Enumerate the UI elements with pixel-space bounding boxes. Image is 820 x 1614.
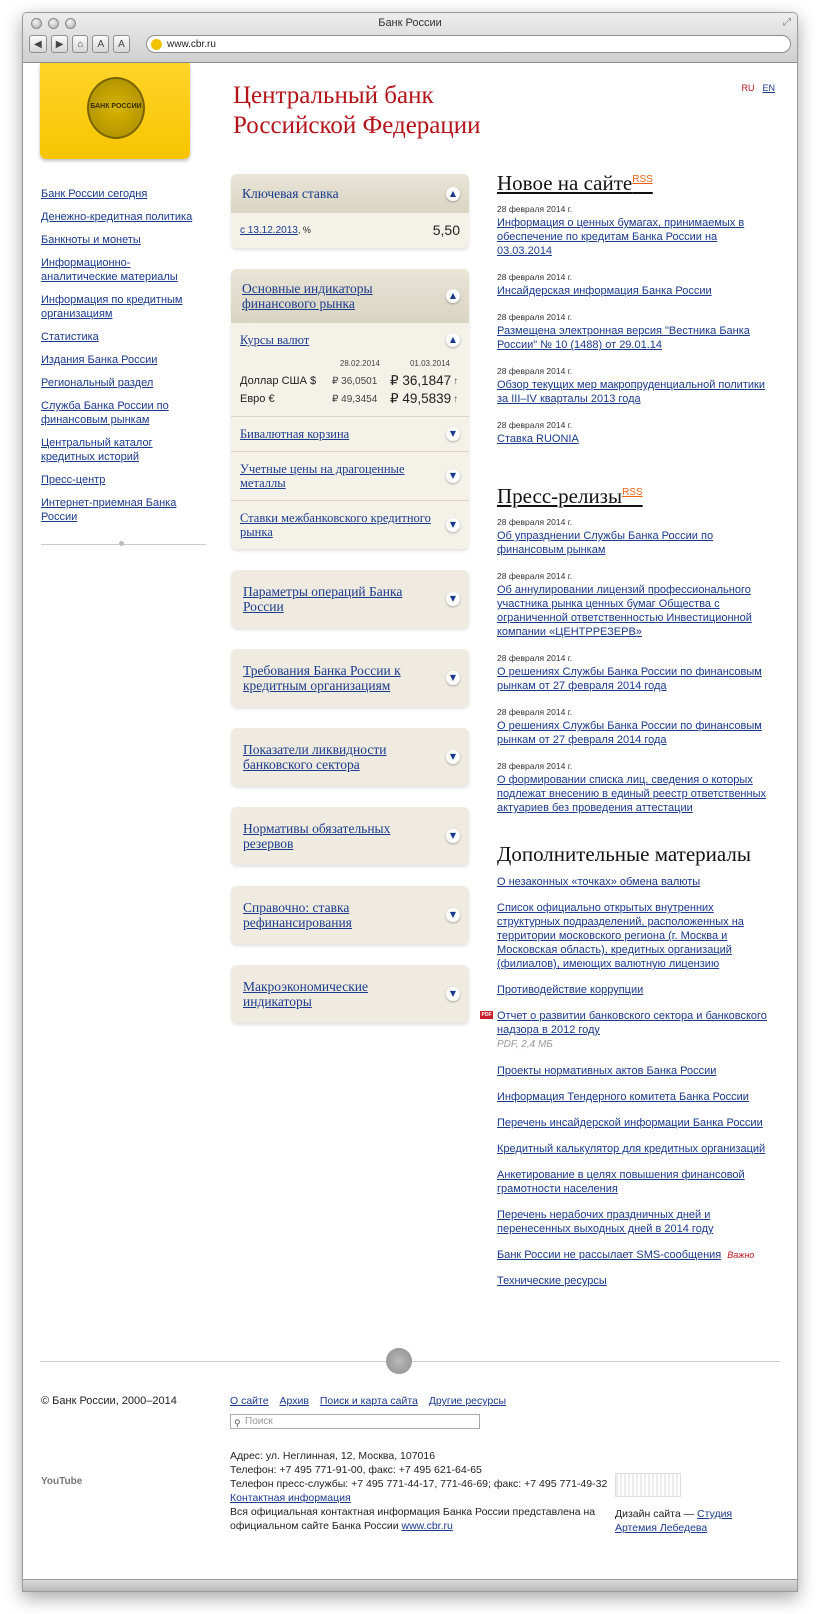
news-item: 28 февраля 2014 г. Обзор текущих мер макропруденциальной политики за III–IV кварталы 2013 года	[497, 366, 767, 406]
news-link[interactable]: Обзор текущих мер макропруденциальной политики за III–IV кварталы 2013 года	[497, 379, 765, 405]
search-input[interactable]	[230, 1414, 480, 1429]
indicators-column	[231, 174, 469, 1044]
fx-rates-table	[231, 357, 469, 416]
press-item: 28 февраля 2014 г. Об аннулировании лицензий профессионального участника рынка ценных бумаг Общества с ограниченной ответственностью Инвестиционной компании «ЦЕНТРРЕЗЕРВ»	[497, 571, 767, 639]
nav-financial-markets[interactable]: Служба Банка России по финансовым рынкам	[41, 400, 169, 426]
nav-regional[interactable]: Региональный раздел	[41, 377, 154, 389]
interbank-rates[interactable]: Ставки межбанковского кредитного рынка ▼	[231, 500, 469, 549]
chevron-down-icon[interactable]: ▼	[446, 469, 460, 483]
fullscreen-icon[interactable]: ⤢	[783, 17, 791, 28]
key-rate-header[interactable]	[231, 174, 469, 213]
chevron-down-icon[interactable]: ▼	[446, 518, 460, 532]
window-title: Банк России	[378, 17, 442, 29]
footer-links	[230, 1395, 514, 1407]
toolbar	[29, 35, 130, 53]
footer-link-about[interactable]: О сайте	[230, 1395, 269, 1407]
search-placeholder: Поиск	[245, 1416, 273, 1427]
news-link[interactable]: Информация о ценных бумагах, принимаемых в обеспечение по кредитам Банка России на 03.03.2014	[497, 217, 745, 257]
collapsed-card[interactable]: Макроэкономические индикаторы ▼	[231, 965, 469, 1023]
back-button[interactable]: ◀	[29, 35, 47, 53]
chevron-up-icon[interactable]: ▲	[446, 187, 460, 201]
title-bar	[23, 13, 797, 63]
forward-button[interactable]: ▶	[51, 35, 69, 53]
youtube-icon[interactable]: YouTube	[41, 1476, 83, 1487]
fx-currency: Доллар США $	[240, 375, 317, 387]
extra-link[interactable]: Кредитный калькулятор для кредитных организаций	[497, 1143, 766, 1155]
design-credit: Дизайн сайта — Студия Артемия Лебедева	[615, 1473, 775, 1535]
nav-monetary-policy[interactable]: Денежно-кредитная политика	[41, 211, 193, 223]
collapsed-card[interactable]: Показатели ликвидности банковского сектора ▼	[231, 728, 469, 786]
copyright: © Банк России, 2000–2014	[41, 1395, 177, 1407]
eagle-icon	[386, 1348, 412, 1374]
news-link[interactable]: Ставка RUONIA	[497, 433, 579, 445]
nav-press-center[interactable]: Пресс-центр	[41, 474, 106, 486]
chevron-down-icon[interactable]: ▼	[446, 750, 460, 764]
url-text: www.cbr.ru	[167, 38, 216, 50]
tech-resources-link[interactable]: Технические ресурсы	[497, 1275, 607, 1287]
studio-logo-icon	[615, 1473, 681, 1497]
press-link[interactable]: О решениях Службы Банка России по финансовым рынкам от 27 февраля 2014 года	[497, 720, 762, 746]
language-switch	[741, 83, 775, 93]
official-site-link[interactable]: www.cbr.ru	[401, 1520, 453, 1532]
fx-curr-value: ₽ 36,1847	[390, 373, 452, 388]
key-rate-row	[231, 213, 469, 248]
address: Адрес: ул. Неглинная, 12, Москва, 107016	[230, 1450, 436, 1462]
rss-link[interactable]: RSS	[632, 174, 653, 185]
chevron-up-icon[interactable]: ▲	[446, 333, 460, 347]
nav-banknotes[interactable]: Банкноты и монеты	[41, 234, 141, 246]
page-content	[23, 63, 797, 1592]
arrow-up-icon: ↑	[453, 393, 459, 405]
pdf-meta: PDF, 2,4 МБ	[497, 1039, 553, 1050]
fx-prev-value: ₽ 36,0501	[332, 375, 378, 387]
press-phone: Телефон пресс-службы: +7 495 771-44-17, 771-46-69; факс: +7 495 771-49-32	[230, 1478, 608, 1490]
arrow-up-icon: ↑	[453, 375, 459, 387]
indicators-card	[231, 269, 469, 549]
press-link[interactable]: Об аннулировании лицензий профессионального участника рынка ценных бумаг Общества с ограниченной ответственностью Инвестиционной компании «ЦЕНТРРЕЗЕРВ»	[497, 584, 752, 638]
search-icon: ⚲	[234, 1418, 241, 1428]
news-link[interactable]: Инсайдерская информация Банка России	[497, 285, 712, 297]
site-title	[233, 81, 481, 141]
pdf-link[interactable]: Отчет о развитии банковского сектора и банковского надзора в 2012 году	[497, 1010, 767, 1036]
sms-item	[497, 1248, 767, 1262]
extra-link[interactable]: Перечень инсайдерской информации Банка России	[497, 1117, 763, 1129]
news-column	[481, 167, 767, 1300]
sms-link[interactable]: Банк России не рассылает SMS-сообщения	[497, 1249, 722, 1261]
text-smaller-button[interactable]: A	[92, 35, 109, 53]
press-item: 28 февраля 2014 г. О формировании списка лиц, сведения о которых подлежат внесению в единый реестр ответственных актуариев без проведения аттестации	[497, 761, 766, 814]
extra-link[interactable]: Анкетирование в целях повышения финансовой грамотности населения	[497, 1169, 745, 1195]
news-item: 28 февраля 2014 г. Размещена электронная версия "Вестника Банка России" № 10 (1488) от 29.01.14	[497, 312, 767, 352]
precious-metals[interactable]: Учетные цены на драгоценные металлы ▼	[231, 451, 469, 500]
news-item: 28 февраля 2014 г. Инсайдерская информация Банка России	[497, 272, 767, 298]
nav-publications[interactable]: Издания Банка России	[41, 354, 158, 366]
contact-link[interactable]: Контактная информация	[230, 1492, 351, 1504]
chevron-down-icon[interactable]: ▼	[446, 427, 460, 441]
dual-currency-basket[interactable]: Бивалютная корзина ▼	[231, 416, 469, 451]
nav-reception[interactable]: Интернет-приемная Банка России	[41, 497, 177, 523]
footer-link-sitemap[interactable]: Поиск и карта сайта	[319, 1395, 418, 1407]
news-item: 28 февраля 2014 г. Ставка RUONIA	[497, 420, 767, 446]
nav-analytics[interactable]: Информационно-аналитические материалы	[41, 257, 178, 283]
extra-heading: Дополнительные материалы	[497, 842, 751, 866]
collapsed-card[interactable]: Нормативы обязательных резервов ▼	[231, 807, 469, 865]
studio-link[interactable]: Студия Артемия Лебедева	[615, 1508, 733, 1534]
extra-link[interactable]: Информация Тендерного комитета Банка России	[497, 1091, 749, 1103]
extra-list	[481, 875, 767, 1288]
phone: Телефон: +7 495 771-91-00, факс: +7 495 621-64-65	[230, 1464, 482, 1476]
fx-date-curr: 01.03.2014	[409, 359, 450, 368]
official-info: Вся официальная контактная информация Банка России представлена на официальном сайте Банка России www.cbr.ru	[230, 1506, 596, 1532]
lang-en-link[interactable]: EN	[762, 83, 775, 93]
fx-row-eur	[240, 390, 460, 408]
press-item: 28 февраля 2014 г. О решениях Службы Банка России по финансовым рынкам от 27 февраля 2014 года	[497, 653, 767, 693]
chevron-up-icon[interactable]: ▲	[446, 289, 460, 303]
fx-curr-value: ₽ 49,5839	[390, 391, 452, 406]
important-badge: Важно	[727, 1250, 755, 1260]
bank-logo[interactable]	[40, 63, 190, 159]
rss-link[interactable]: RSS	[622, 487, 643, 498]
fx-row-usd	[240, 372, 460, 390]
key-rate-unit: , %	[297, 224, 311, 235]
text-larger-button[interactable]: A	[113, 35, 130, 53]
extra-link[interactable]: Противодействие коррупции	[497, 984, 644, 996]
extra-link[interactable]: Проекты нормативных актов Банка России	[497, 1065, 717, 1077]
press-link[interactable]: Об упразднении Службы Банка России по финансовым рынкам	[497, 530, 714, 556]
extra-link[interactable]: Перечень нерабочих праздничных дней и перенесенных выходных дней в 2014 году	[497, 1209, 714, 1235]
key-rate-value: 5,50	[432, 222, 460, 238]
news-heading[interactable]: Новое на сайте$^{RSS}$	[497, 171, 653, 195]
extra-link[interactable]: Список официально открытых внутренних структурных подразделений, расположенных на территории московского региона (г. Москва и Московская область), кредитных организаций (филиалов), имеющих валютную лицензию	[497, 902, 744, 970]
lang-ru: RU	[741, 83, 755, 93]
chevron-down-icon[interactable]: ▼	[446, 987, 460, 1001]
site-title-line2: Российской Федерации	[233, 112, 481, 139]
contact-block	[230, 1449, 610, 1533]
address-bar[interactable]	[146, 35, 791, 53]
fx-currency: Евро €	[240, 393, 275, 405]
press-link[interactable]: О решениях Службы Банка России по финансовым рынкам от 27 февраля 2014 года	[497, 666, 762, 692]
press-item: 28 февраля 2014 г. Об упразднении Службы Банка России по финансовым рынкам	[497, 517, 767, 557]
browser-window	[22, 12, 798, 1592]
nav-statistics[interactable]: Статистика	[41, 331, 99, 343]
home-button[interactable]: ⌂	[72, 35, 88, 53]
pdf-item	[481, 1009, 767, 1037]
chevron-down-icon[interactable]: ▼	[446, 829, 460, 843]
collapsed-card[interactable]: Справочно: ставка рефинансирования ▼	[231, 886, 469, 944]
status-bar	[23, 1579, 797, 1591]
press-item: 28 февраля 2014 г. О решениях Службы Банка России по финансовым рынкам от 27 февраля 2014 года	[497, 707, 767, 747]
fx-rates-title: Курсы валют	[240, 333, 310, 347]
news-item: 28 февраля 2014 г. Информация о ценных бумагах, принимаемых в обеспечение по кредитам Банка России на 03.03.2014	[497, 204, 767, 258]
collapsed-card[interactable]: Параметры операций Банка России ▼	[231, 570, 469, 628]
nav-credit-orgs[interactable]: Информация по кредитным организациям	[41, 294, 183, 320]
press-link[interactable]: О формировании списка лиц, сведения о которых подлежат внесению в единый реестр ответственных актуариев без проведения аттестации	[497, 774, 766, 814]
chevron-down-icon[interactable]: ▼	[446, 908, 460, 922]
footer-link-resources[interactable]: Другие ресурсы	[428, 1395, 507, 1407]
fx-rates-header[interactable]	[231, 323, 469, 357]
key-rate-date-link[interactable]: с 13.12.2013	[240, 224, 298, 236]
key-rate-card	[231, 174, 469, 248]
favicon-icon	[151, 39, 162, 50]
news-link[interactable]: Размещена электронная версия "Вестника Банка России" № 10 (1488) от 29.01.14	[497, 325, 750, 351]
eagle-emblem-icon	[87, 77, 145, 139]
indicators-title: Основные индикаторы финансового рынка	[242, 281, 373, 311]
extra-link[interactable]: О незаконных «точках» обмена валюты	[497, 876, 701, 888]
nav-bank-today[interactable]: Банк России сегодня	[41, 188, 148, 200]
fx-prev-value: ₽ 49,3454	[332, 393, 378, 405]
nav-divider	[41, 544, 206, 545]
key-rate-title: Ключевая ставка	[242, 186, 339, 201]
pdf-icon: PDF	[481, 1012, 492, 1018]
chevron-down-icon[interactable]: ▼	[446, 671, 460, 685]
site-title-line1: Центральный банк	[233, 82, 434, 109]
emblem-text: БАНК РОССИИ	[90, 103, 142, 110]
press-heading[interactable]: Пресс-релизы$^{RSS}$	[497, 484, 643, 508]
nav-credit-histories[interactable]: Центральный каталог кредитных историй	[41, 437, 153, 463]
footer-link-archive[interactable]: Архив	[279, 1395, 309, 1407]
fx-date-prev: 28.02.2014	[339, 359, 380, 368]
left-nav	[41, 187, 206, 545]
chevron-down-icon[interactable]: ▼	[446, 592, 460, 606]
indicators-header[interactable]	[231, 269, 469, 323]
collapsed-card[interactable]: Требования Банка России к кредитным организациям ▼	[231, 649, 469, 707]
